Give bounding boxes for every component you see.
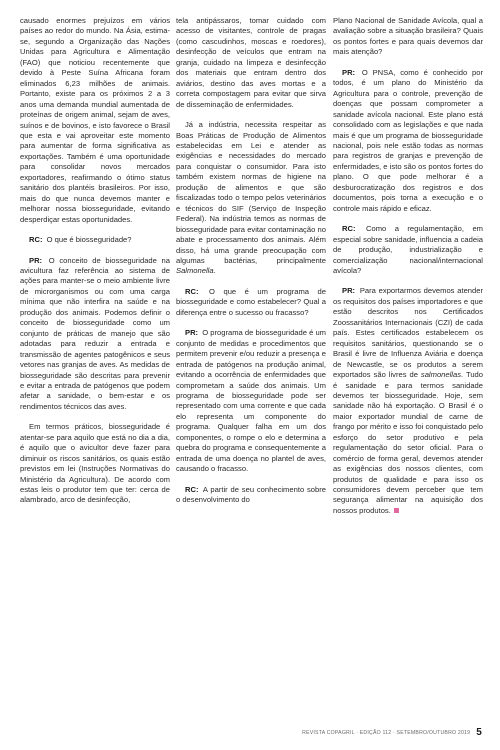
column-2 <box>176 16 326 515</box>
answer-tag: PR: <box>185 328 199 338</box>
answer-end: . Tudo é sanidade e para termos sanidade devemos ter biosseguridade. Hoje, sem sanidade não há exportação. O Brasil é o maior exportador mundial de carne de frango por mérito e isso foi conquistado pelo esforço do setor produtivo e pela regulamentação do setor oficial. Para o comércio de forma geral, devemos atender as exigências dos nossos clientes, com produtos de qualidade e para isso os consumidores devem perceber que tem segurança alimentar na aquisição dos nossos produtos. <box>333 370 483 515</box>
column-3 <box>333 16 483 526</box>
question-tag: RC: <box>185 484 199 494</box>
question <box>176 287 326 318</box>
question-tag: RC: <box>29 235 43 245</box>
answer <box>176 328 326 474</box>
italic-term: Salmonella <box>176 266 214 276</box>
page-footer <box>302 727 482 738</box>
answer-tag: PR: <box>342 67 356 77</box>
question-tag: RC: <box>342 224 356 234</box>
answer-tag: PR: <box>29 255 43 265</box>
answer-text: O programa de biosseguridade é um conjunto de medidas e procedimentos que permitem prevenir e/ou reduzir a presença e entrada de patógenos na produção animal, evitando a ocorrência de enfermidades que comprometam a saúde dos animais. Um programa de biosseguridade pode ser representado com uma corrente e que cada elo representa um componente do programa. Qualquer falha em um dos componentes, o rompe o elo e determina a quebra do programa e consequentemente a entrada de uma doença no plantel de aves, causando o fracasso. <box>176 328 326 474</box>
answer <box>333 68 483 214</box>
column-1 <box>20 16 170 516</box>
end-of-article-marker <box>394 508 399 513</box>
question <box>176 485 326 506</box>
answer-tag: PR: <box>342 286 356 296</box>
paragraph: causado enormes prejuízos em vários países ao redor do mundo. Na Ásia, estima-se, segundo a Organização das Nações Unidas para Agricultura e Alimentação (FAO) que noticiou recentemente que devido à Peste Suína Africana foram eliminados 6,23 milhões de animais. Portanto, existe para os próximos 2 a 3 anos uma demanda mundial aumentada de proteínas de origem animal, sejam de aves, suínos e de bovinos, e isto favorece o Brasil que esta e vai aproveitar este momento para aumentar de forma significativa as exportações. Também é uma oportunidade para consolidar novos mercados exportadores, reafirmando o ótimo status sanitário dos plantéis brasileiros. Por isso, mais do que nunca devemos manter e melhorar nossa biosseguridade, evitando desperdiçar estas oportunidades. <box>20 16 170 224</box>
answer-text: O conceito de biosseguridade na avicultura faz referência ao sistema de ações para manter-se o meio ambiente livre de microrganismos ou com uma carga mínima que não interfira na saúde e na produção dos animais. Podemos definir o conceito de biosseguridade como um conjunto de práticas de manejo que são adotadas para reduzir a entrada e transmissão de agentes patogênicos e seus vetores nas granjas de aves. As medidas de biosseguridade são descritas para prevenir e evitar a entrada de patógenos que podem afetar a sanidade, o bem-estar e os rendimentos técnicos das aves. <box>20 255 170 411</box>
question <box>20 235 170 245</box>
answer <box>20 256 170 413</box>
question-continued: Plano Nacional de Sanidade Avícola, qual a avaliação sobre a situação brasileira? Quais os pontos fortes e para quais devemos dar mais atenção? <box>333 16 483 57</box>
footer-publication-text: REVISTA COPAGRIL · EDIÇÃO 112 · SETEMBRO/OUTUBRO 2019 <box>302 729 471 736</box>
paragraph <box>176 120 326 277</box>
paragraph-end: . <box>213 266 216 276</box>
question-text: O que é um programa de biosseguridade e como estabelecer? Qual a diferença entre o sucesso ou fracasso? <box>176 286 326 317</box>
page-number: 5 <box>476 727 482 738</box>
question-text: A partir de seu conhecimento sobre o desenvolvimento do <box>176 484 326 505</box>
answer-text: Para exportarmos devemos atender os requisitos dos países importadores e que estão descritos nos Certificados Zoossanitários Internacionais (CZI) de cada país. Estes certificados estabelecem os requisitos sanitários, questionando se o Brasil é livre de Influenza Aviária e doença de Newcastle, se os produtos a serem exportados são livres de <box>333 286 483 380</box>
question-text: O que é biosseguridade? <box>46 235 132 245</box>
question-tag: RC: <box>185 286 199 296</box>
answer <box>333 286 483 516</box>
answer-text: O PNSA, como é conhecido por todos, é um plano do Ministério da Agricultura para o controle, prevenção de doenças que possam comprometer a sanidade avícola nacional. Este plano está consolidado com as legislações e que nada mais é que um programa de biosseguridade nacional, pois nele estão todas as normas para registros de granjas e prevenção de enfermidades, e isto são os pontos fortes do plano. O que pode melhorar é a desburocratização dos registros e dos documentos, pois torna a execução e o controle mais rápido e eficaz. <box>333 67 483 213</box>
italic-term: salmonellas <box>420 370 462 380</box>
paragraph-text: Já a indústria, necessita respeitar as Boas Práticas de Produção de Alimentos estabelecidas em Lei e atender as exigências e necessidades do mercado para conquistar o consumidor. Para isto também existem normas de higiene na produção de alimentos e que são fiscalizadas todo o tempo pelos veterinários e técnicos do SIF (Serviço de Inspeção Federal). Na indústria temos as normas de biosseguridade para evitar contaminação no abate e processamento dos animais. Além disso, há uma grande preocupação com algumas bactérias, principalmente <box>176 120 326 265</box>
question-text: Como a regulamentação, em especial sobre sanidade, influencia a cadeia de produção, industrialização e comercialização nacional/internacional avícola? <box>333 224 483 275</box>
paragraph: Em termos práticos, biosseguridade é atentar-se para aquilo que está no dia a dia, é aquilo que o avicultor deve fazer para diminuir os riscos sanitários, os quais estão previstos em lei (Instruções Normativas do Ministério da Agricultura). De acordo com estas leis o produtor tem que ter: cerca de alambrado, arco de desinfecção, <box>20 422 170 505</box>
question <box>333 224 483 276</box>
paragraph: tela antipássaros, tomar cuidado com acesso de visitantes, controle de pragas (como cascudinhos, moscas e roedores), desinfecção de veículos que entram na granja, cuidado na limpeza e desinfecção dos materiais que entram dentro dos aviários, destino das aves mortas e a correta compostagem para evitar que sirva de disseminação de enfermidades. <box>176 16 326 109</box>
